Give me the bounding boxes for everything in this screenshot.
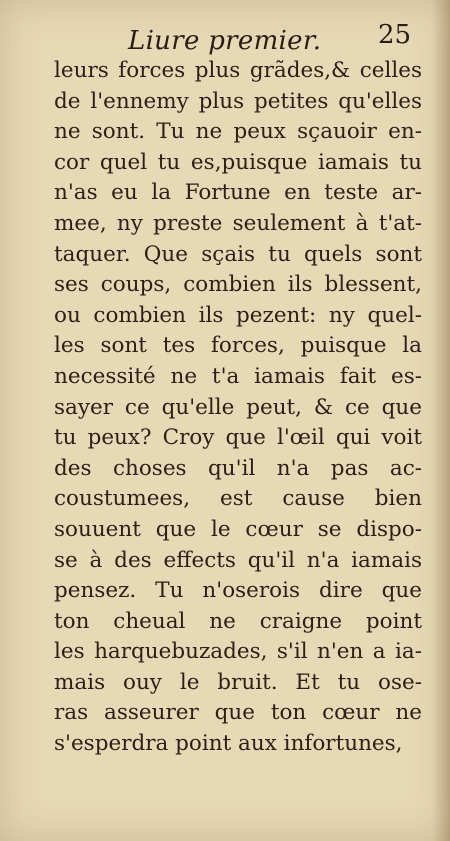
text-line: se à des effects qu'il n'a iamais [54,547,422,573]
text-line: taquer. Que sçais tu quels sont [54,241,422,267]
body-text [54,56,422,760]
page-edge-shadow [432,0,450,841]
text-line: pensez. Tu n'oserois dire que [54,578,422,604]
text-line: les harquebuzades, s'il n'en a ia- [54,639,422,665]
text-line: tu peux? Croy que l'œil qui voit [54,425,422,451]
page-number: 25 [378,20,412,50]
running-title: Liure premier. [128,26,322,56]
text-line: ou combien ils pezent: ny quel- [54,302,422,328]
text-line: des choses qu'il n'a pas ac- [54,455,422,481]
text-line: s'esperdra point aux infortunes, [54,731,403,757]
page-header [0,14,450,54]
text-line: n'as eu la Fortune en teste ar- [54,180,422,206]
text-line: souuent que le cœur se dispo- [54,516,422,542]
text-line: coustumees, est cause bien [54,486,422,512]
text-line: necessité ne t'a iamais fait es- [54,363,422,389]
text-line: ton cheual ne craigne point [54,608,422,634]
text-line: les sont tes forces, puisque la [54,333,422,359]
text-line: ne sont. Tu ne peux sçauoir en- [54,119,422,145]
text-line: leurs forces plus grãdes,& celles [54,58,422,83]
text-line: mee, ny preste seulement à t'at- [54,210,422,236]
text-line: mais ouy le bruit. Et tu ose- [54,669,422,695]
text-line: de l'ennemy plus petites qu'elles [54,88,422,114]
text-line: ras asseurer que ton cœur ne [54,700,422,726]
text-line: cor quel tu es,puisque iamais tu [54,149,422,175]
text-line: ses coups, combien ils blessent, [54,272,422,298]
text-line: sayer ce qu'elle peut, & ce que [54,394,422,420]
